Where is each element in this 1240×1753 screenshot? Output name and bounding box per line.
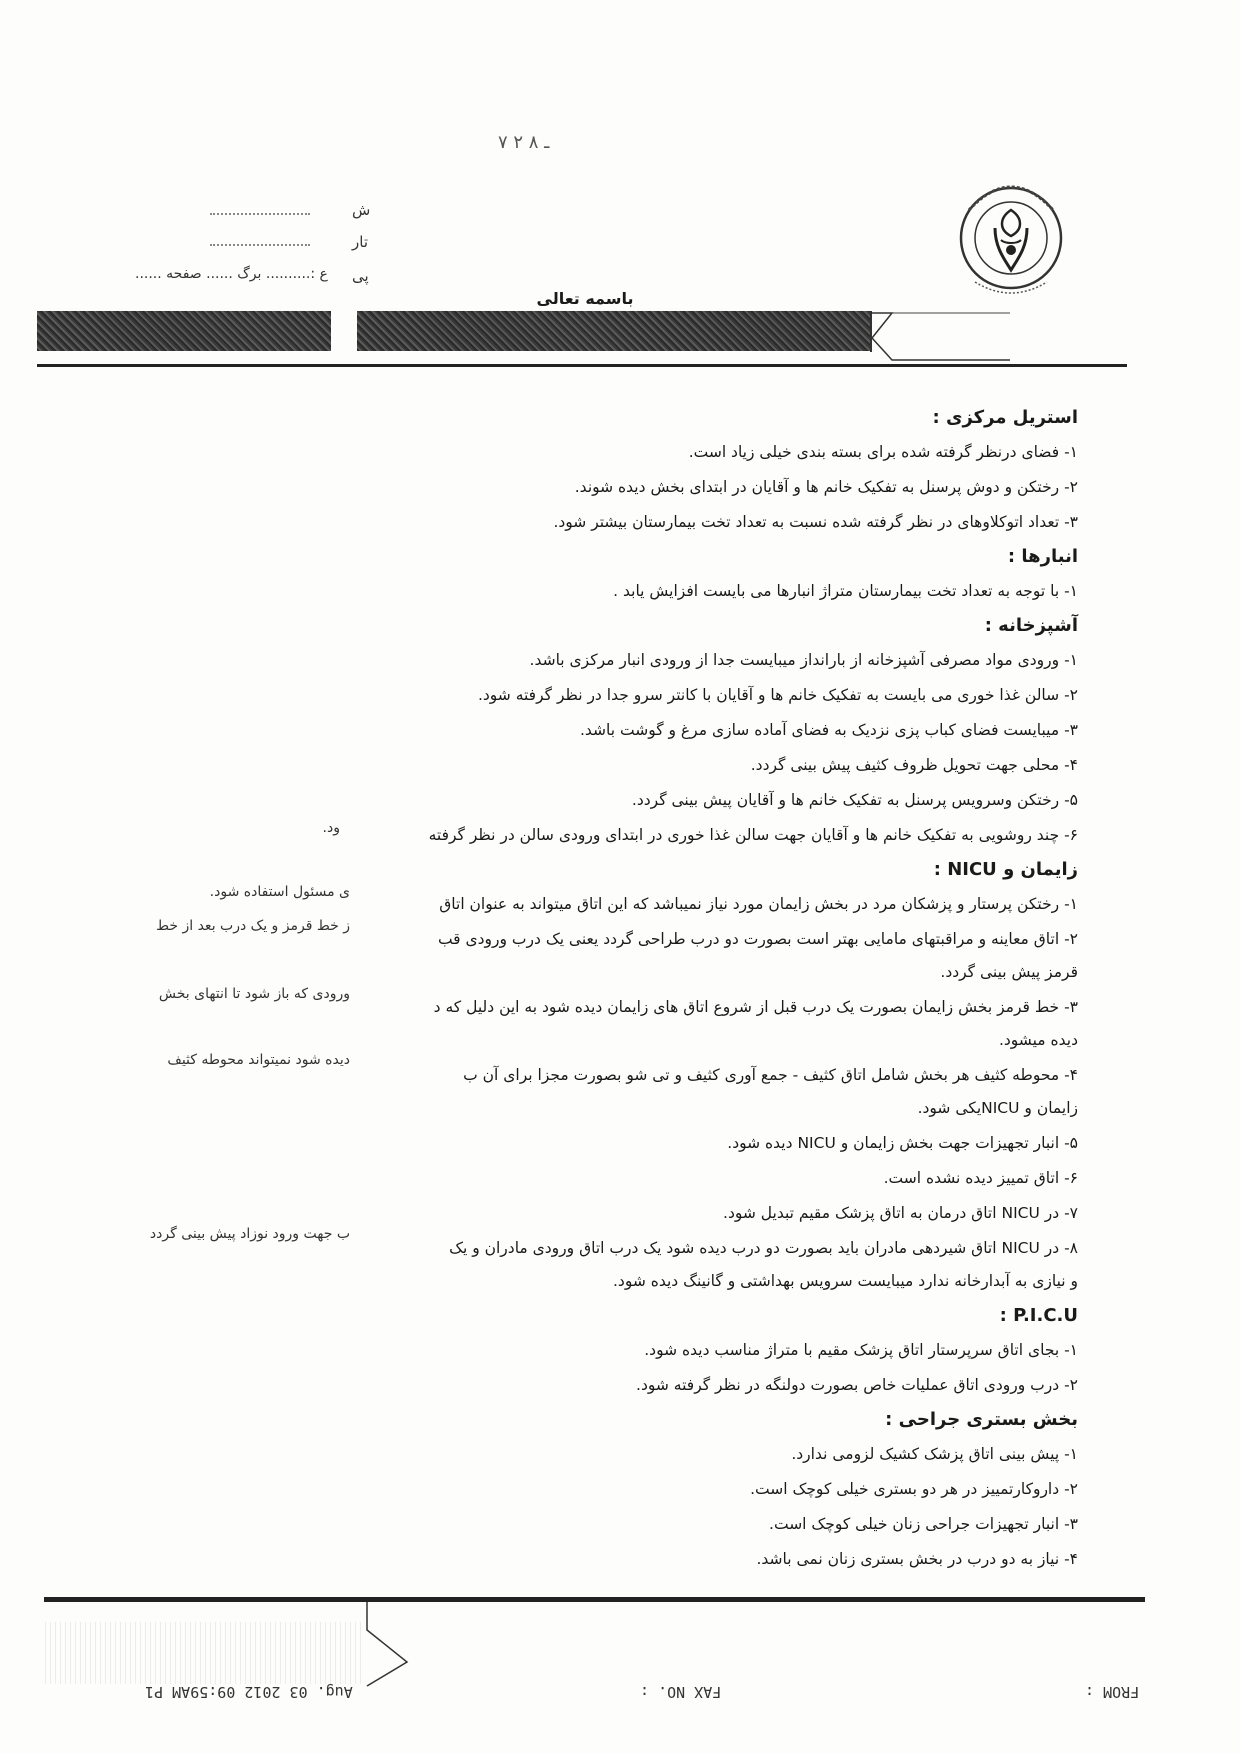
margin-fragment: دیده شود نمیتواند محوطه کثیف xyxy=(167,1052,350,1068)
letter-date-label: تار xyxy=(352,233,368,251)
list-item: ۱- فضای درنظر گرفته شده برای بسته بندی خیلی زیاد است. xyxy=(688,443,1078,461)
letter-number-field xyxy=(210,212,310,215)
list-item-continuation: دیده میشود. xyxy=(998,1031,1078,1049)
list-item: ۳- انبار تجهیزات جراحی زنان خیلی کوچک است. xyxy=(769,1515,1078,1533)
section-kitchen xyxy=(60,613,1078,849)
section-title: انبارها : xyxy=(1007,546,1078,567)
list-item: ۳- میبایست فضای کباب پزی نزدیک به فضای آماده سازی مرغ و گوشت باشد. xyxy=(579,721,1078,739)
section-title: استریل مرکزی : xyxy=(932,407,1078,428)
basmala-heading: باسمه تعالی xyxy=(536,289,634,308)
section-picu xyxy=(60,1303,1078,1399)
list-item: ۸- در NICU اتاق شیردهی مادران باید بصورت دو درب دیده شود یک درب اتاق ورودی مادران و یک xyxy=(449,1239,1078,1257)
list-item: ۱- با توجه به تعداد تخت بیمارستان متراژ انبارها می بایست افزایش یابد . xyxy=(613,582,1078,600)
list-item: ۵- رختکن وسرویس پرسنل به تفکیک خانم ها و آقایان پیش بینی گردد. xyxy=(631,791,1078,809)
header-arrow-ornament xyxy=(870,312,1010,364)
margin-fragment: ود. xyxy=(322,820,340,836)
section-title: زایمان و NICU : xyxy=(933,859,1078,880)
footer-arrow-ornament xyxy=(365,1600,425,1690)
attachment-label: پی xyxy=(352,267,369,285)
handwritten-mark: ۷ ۲ ـ ۸ xyxy=(498,132,550,153)
header-band-right xyxy=(357,311,872,351)
list-item: ۳- خط قرمز بخش زایمان بصورت یک درب قبل از شروع اتاق های زایمان دیده شود به این دلیل که د xyxy=(433,998,1078,1016)
list-item: ۱- بجای اتاق سرپرستار اتاق پزشک مقیم با متراژ مناسب دیده شود. xyxy=(644,1341,1078,1359)
list-item: ۶- اتاق تمییز دیده نشده است. xyxy=(883,1169,1078,1187)
section-title: P.I.C.U : xyxy=(999,1305,1078,1326)
list-item-continuation: و نیازی به آبدارخانه ندارد میبایست سرویس بهداشتی و گانینگ دیده شود. xyxy=(612,1272,1078,1290)
footer-rule-left xyxy=(44,1597,370,1602)
list-item: ۲- اتاق معاینه و مراقبتهای مامایی بهتر است بصورت دو درب طراحی گردد یعنی یک درب ورودی قب xyxy=(437,930,1078,948)
list-item: ۲- داروکارتمییز در هر دو بستری خیلی کوچک است. xyxy=(750,1480,1078,1498)
list-item: ۱- رختکن پرستار و پزشکان مرد در بخش زایمان مورد نیاز نمیباشد که این اتاق میتواند به عنوان اتاق xyxy=(439,895,1078,913)
fax-number-label: FAX NO. : xyxy=(640,1683,722,1701)
list-item: ۶- چند روشویی به تفکیک خانم ها و آقایان جهت سالن غذا خوری در ابتدای ورودی سالن در نظر گرفته xyxy=(428,826,1078,844)
fax-from-label: FROM : xyxy=(1085,1683,1140,1701)
list-item: ۳- تعداد اتوکلاوهای در نظر گرفته شده نسبت به تعداد تخت بیمارستان بیشتر شود. xyxy=(553,513,1078,531)
section-surgical-ward xyxy=(60,1407,1078,1573)
list-item: ۱- ورودی مواد مصرفی آشپزخانه از بارانداز میبایست جدا از ورودی انبار مرکزی باشد. xyxy=(529,651,1078,669)
section-title: آشپزخانه : xyxy=(984,615,1078,636)
list-item: ۲- رختکن و دوش پرسنل به تفکیک خانم ها و آقایان در ابتدای بخش دیده شوند. xyxy=(574,478,1078,496)
university-logo xyxy=(955,170,1067,310)
section-central-sterile xyxy=(60,405,1078,536)
fax-timestamp: Aug. 03 2012 09:59AM P1 xyxy=(145,1683,353,1701)
section-warehouses xyxy=(60,544,1078,605)
list-item-continuation: قرمز پیش بینی گردد. xyxy=(940,963,1078,981)
header-band-left xyxy=(37,311,331,351)
list-item: ۴- محلی جهت تحویل ظروف کثیف پیش بینی گردد. xyxy=(750,756,1078,774)
list-item: ۱- پیش بینی اتاق پزشک کشیک لزومی ندارد. xyxy=(791,1445,1078,1463)
page-count-meta: ع :.......... برگ ...... صفحه ...... xyxy=(135,266,328,282)
list-item: ۷- در NICU اتاق درمان به اتاق پزشک مقیم تبدیل شود. xyxy=(723,1204,1078,1222)
list-item: ۲- سالن غذا خوری می بایست به تفکیک خانم ها و آقایان با کانتر سرو جدا در نظر گرفته شود. xyxy=(477,686,1078,704)
margin-fragment: ز خط قرمز و یک درب بعد از خط xyxy=(156,918,350,934)
scan-noise xyxy=(45,1622,365,1684)
letter-date-field xyxy=(210,243,310,246)
margin-fragment: ی مسئول استفاده شود. xyxy=(209,884,350,900)
margin-fragment: ب جهت ورود نوزاد پیش بینی گردد xyxy=(149,1226,350,1242)
margin-fragment: ورودی که باز شود تا انتهای بخش xyxy=(158,986,350,1002)
list-item: ۵- انبار تجهیزات جهت بخش زایمان و NICU دیده شود. xyxy=(727,1134,1078,1152)
list-item-continuation: زایمان و NICUیکی شود. xyxy=(917,1099,1078,1117)
footer-rule-right xyxy=(365,1597,1145,1602)
letter-number-label: ش xyxy=(352,201,371,219)
section-title: بخش بستری جراحی : xyxy=(885,1409,1078,1430)
list-item: ۴- محوطه کثیف هر بخش شامل اتاق کثیف - جمع آوری کثیف و تی شو بصورت مجزا برای آن ب xyxy=(463,1066,1078,1084)
list-item: ۲- درب ورودی اتاق عملیات خاص بصورت دولنگه در نظر گرفته شود. xyxy=(636,1376,1078,1394)
header-rule xyxy=(37,364,1127,367)
list-item: ۴- نیاز به دو درب در بخش بستری زنان نمی باشد. xyxy=(756,1550,1078,1568)
